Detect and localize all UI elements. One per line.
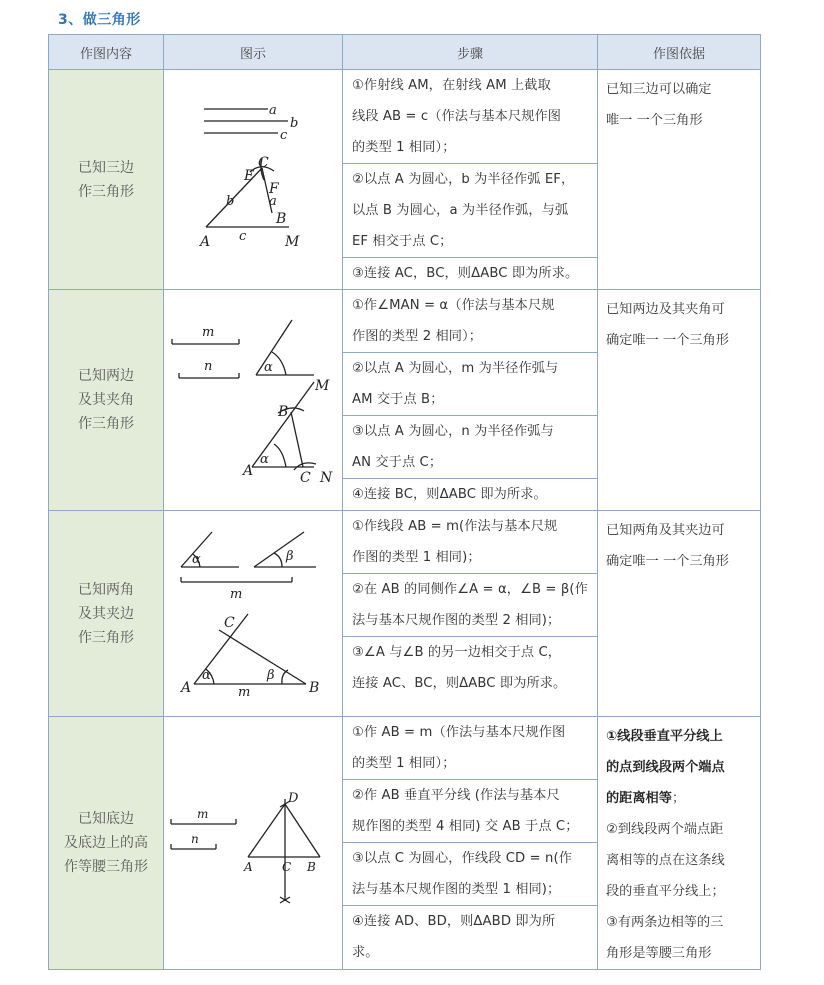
row-steps <box>343 290 598 511</box>
svg-text:E: E <box>244 168 255 184</box>
figure-two-sides-angle <box>164 290 343 511</box>
svg-text:α: α <box>202 667 211 683</box>
section-heading: 3、做三角形 <box>58 12 141 28</box>
svg-text:a: a <box>269 194 277 209</box>
row-steps <box>343 70 598 290</box>
svg-text:α: α <box>264 359 273 375</box>
svg-text:M: M <box>285 234 300 250</box>
step-item: ④连接 BC，则ΔABC 即为所求。 <box>352 487 547 502</box>
figure-three-sides <box>164 70 343 290</box>
svg-text:A: A <box>243 462 254 479</box>
column-header-basis: 作图依据 <box>598 35 761 70</box>
svg-text:B: B <box>307 859 316 874</box>
svg-text:A: A <box>181 679 192 696</box>
step-item: ③∠A 与∠B 的另一边相交于点 C， 连接 AC、BC，则ΔABC 即为所求。 <box>352 645 567 691</box>
svg-text:c: c <box>239 229 247 244</box>
row-content: 已知两边 及其夹角 作三角形 <box>49 290 164 511</box>
svg-text:C: C <box>224 614 235 631</box>
column-header-content: 作图内容 <box>49 35 164 70</box>
row-content: 已知三边 作三角形 <box>49 70 164 290</box>
row-basis: ①线段垂直平分线上 的点到线段两个端点 的距离相等； ②到线段两个端点距 离相等的点在这条线 段的垂直平分线上； ③有两条边相等的三 角形是等腰三角形 <box>598 717 761 970</box>
svg-text:b: b <box>290 116 299 131</box>
svg-text:m: m <box>238 684 251 700</box>
svg-text:c: c <box>280 128 288 143</box>
table-row <box>49 717 761 970</box>
svg-text:B: B <box>309 679 320 696</box>
step-item: ④连接 AD、BD，则ΔABD 即为所 求。 <box>352 914 556 960</box>
svg-text:α: α <box>260 451 269 467</box>
column-header-steps: 步骤 <box>343 35 598 70</box>
table-row <box>49 511 761 717</box>
svg-text:b: b <box>226 194 235 209</box>
table-header-row <box>49 35 761 70</box>
step-item: ②以点 A 为圆心，m 为半径作弧与 AM 交于点 B； <box>343 353 597 416</box>
svg-text:m: m <box>230 586 243 602</box>
row-steps <box>343 511 598 717</box>
column-header-figure: 图示 <box>164 35 343 70</box>
svg-text:C: C <box>282 859 292 874</box>
svg-text:a: a <box>269 103 277 118</box>
row-basis: 已知两角及其夹边可 确定唯一 一个三角形 <box>598 511 761 717</box>
svg-text:β: β <box>286 548 294 564</box>
step-item: ①作线段 AB = m(作法与基本尺规 作图的类型 1 相同)； <box>343 511 597 574</box>
step-item: ③以点 C 为圆心，作线段 CD = n(作 法与基本尺规作图的类型 1 相同)； <box>343 843 597 906</box>
svg-text:B: B <box>278 403 289 420</box>
triangle-three-sides-diagram <box>164 72 343 287</box>
figure-two-angles-side <box>164 511 343 717</box>
step-item: ①作射线 AM，在射线 AM 上截取 线段 AB = c（作法与基本尺规作图 的类型 1 相同）； <box>343 70 597 164</box>
svg-text:A: A <box>200 234 211 250</box>
svg-text:n: n <box>204 358 213 374</box>
step-item: ③以点 A 为圆心，n 为半径作弧与 AN 交于点 C； <box>343 416 597 479</box>
svg-text:C: C <box>300 469 311 486</box>
row-basis: 已知三边可以确定 唯一 一个三角形 <box>598 70 761 290</box>
step-item: ②以点 A 为圆心，b 为半径作弧 EF， 以点 B 为圆心，a 为半径作弧，与弧 EF 相交于点 C； <box>343 164 597 258</box>
row-content: 已知两角 及其夹边 作三角形 <box>49 511 164 717</box>
isosceles-triangle-diagram <box>164 719 343 968</box>
svg-text:α: α <box>192 551 201 567</box>
construction-table <box>48 34 761 970</box>
figure-isosceles <box>164 717 343 970</box>
row-content: 已知底边 及底边上的高 作等腰三角形 <box>49 717 164 970</box>
row-basis: 已知两边及其夹角可 确定唯一 一个三角形 <box>598 290 761 511</box>
svg-text:β: β <box>267 667 275 683</box>
triangle-asa-diagram <box>164 512 343 716</box>
svg-text:n: n <box>191 831 199 846</box>
row-steps <box>343 717 598 970</box>
triangle-sas-diagram <box>164 292 343 509</box>
svg-text:M: M <box>315 377 330 394</box>
step-item: ①作 AB = m（作法与基本尺规作图 的类型 1 相同）； <box>343 717 597 780</box>
svg-text:B: B <box>276 211 287 227</box>
step-item: ③连接 AC，BC，则ΔABC 即为所求。 <box>352 266 579 281</box>
svg-text:C: C <box>258 155 269 171</box>
table-row <box>49 290 761 511</box>
step-item: ②在 AB 的同侧作∠A = α，∠B = β(作 法与基本尺规作图的类型 2 相同)； <box>343 574 597 637</box>
svg-text:F: F <box>269 181 279 197</box>
svg-text:D: D <box>288 790 299 806</box>
svg-text:N: N <box>320 469 333 486</box>
table-row <box>49 70 761 290</box>
svg-text:m: m <box>197 806 209 821</box>
step-item: ①作∠MAN = α（作法与基本尺规 作图的类型 2 相同）； <box>343 290 597 353</box>
svg-text:A: A <box>244 859 253 874</box>
svg-text:m: m <box>202 324 215 340</box>
step-item: ②作 AB 垂直平分线 (作法与基本尺 规作图的类型 4 相同) 交 AB 于点 C； <box>343 780 597 843</box>
